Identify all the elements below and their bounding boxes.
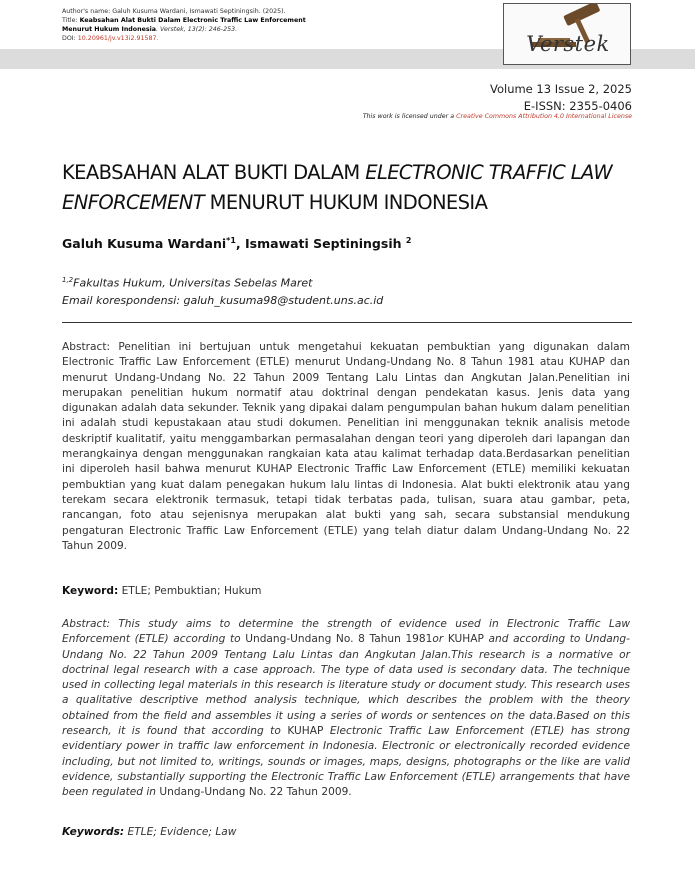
citation-title: Title: Keabsahan Alat Bukti Dalam Electronic Traffic Law Enforcement [62,17,306,24]
volume-info [490,81,632,115]
keywords-english: Keywords: ETLE; Evidence; Law [62,826,237,838]
citation-title-cont: Menurut Hukum Indonesia. Verstek, 13(2): 246-253. [62,26,238,33]
citation-doi: DOI: 10.20961/jv.v13i2.91587. [62,35,159,42]
volume-issue: Volume 13 Issue 2, 2025 [489,82,632,96]
keywords-indonesian: Keyword: ETLE; Pembuktian; Hukum [62,585,262,597]
authors-line: Galuh Kusuma Wardani$^{*1}$, Ismawati Septiningsih $^2$ [62,236,412,252]
email: Email korespondensi: galuh_kusuma98@student.uns.ac.id [62,293,384,307]
license-line: This work is licensed under a Creative Commons Attribution 4.0 International License [362,113,632,120]
doi-link[interactable]: 10.20961/jv.v13i2.91587. [77,35,159,42]
affiliation: $^{1,2}$Fakultas Hukum, Universitas Sebelas Maret Email korespondensi: galuh_kusuma98@student.uns.ac.id [62,276,384,307]
logo-text: Verstek [526,32,610,56]
abstract-english: Abstract: This study aims to determine the strength of evidence used in Electronic Traffic Law Enforcement (ETLE) according to Undang-Undang No. 8 Tahun 1981or KUHAP and according to Undang-Undang No. 22 Tahun 2009 Tentang Lalu Lintas dan Angkutan Jalan.This research is a normative or doctrinal legal research with a case approach. The type of data used is secondary data. The technique used in collecting legal materials in this research is literature study or document study. This research uses a qualitative descriptive method analysis technique, which describes the problem with the theory obtained from the field and assembles it using a series of words or sentences on the data.Based on this research, it is found that according to KUHAP Electronic Traffic Law Enforcement (ETLE) has strong evidentiary power in traffic law enforcement in Indonesia. Electronic or electronically recorded evidence including, but not limited to, writings, sounds or images, maps, designs, photographs or the like are valid evidence, substantially supporting the Electronic Traffic Law Enforcement (ETLE) arrangements that have been regulated in Undang-Undang No. 22 Tahun 2009. [62,618,630,799]
citation-block [62,7,492,43]
eissn: E-ISSN: 2355-0406 [523,99,632,113]
author-2: Ismawati Septiningsih [245,236,406,252]
divider [62,322,632,323]
author-1: Galuh Kusuma Wardani [62,236,227,252]
paper-title: KEABSAHAN ALAT BUKTI DALAM ELECTRONIC TRAFFIC LAW ENFORCEMENT MENURUT HUKUM INDONESIA [62,161,613,214]
license-link[interactable]: Creative Commons Attribution 4.0 International License [456,113,632,120]
abstract-indonesian: Abstract: Penelitian ini bertujuan untuk mengetahui kekuatan pembuktian yang digunakan dalam Electronic Traffic Law Enforcement (ETLE) menurut Undang-Undang No. 8 Tahun 1981 atau KUHAP dan menurut Undang-Undang No. 22 Tahun 2009 Tentang Lalu Lintas dan Angkutan Jalan.Penelitian ini merupakan penelitian hukum normatif atau doktrinal dengan pendekatan kasus. Jenis data yang digunakan adalah data sekunder. Teknik yang dipakai dalam pengumpulan bahan hukum dalam penelitian ini adalah studi kepustakaan atau studi dokumen. Penelitian ini menggunakan teknik analisis metode deskriptif kualitatif, yaitu menggambarkan permasalahan dengan teori yang diperoleh dari lapangan dan merangkainya dengan menggunakan rangkaian kata atau kalimat terhadap data.Berdasarkan penelitian ini diperoleh hasil bahwa menurut KUHAP Electronic Traffic Law Enforcement (ETLE) memiliki kekuatan pembuktian yang kuat dalam penegakan hukum lalu lintas di Indonesia. Alat bukti elektronik atau yang terekam secara elektronik termasuk, tetapi tidak terbatas pada, tulisan, suara atau gambar, peta, rancangan, foto atau sejenisnya merupakan alat bukti yang sah, secara substansial mendukung pengaturan Electronic Traffic Law Enforcement (ETLE) yang telah diatur dalam Undang-Undang No. 22 Tahun 2009. [62,341,630,552]
citation-authors: Author's name: Galuh Kusuma Wardani, Ismawati Septiningsih. (2025). [62,8,286,15]
journal-logo [503,3,631,65]
